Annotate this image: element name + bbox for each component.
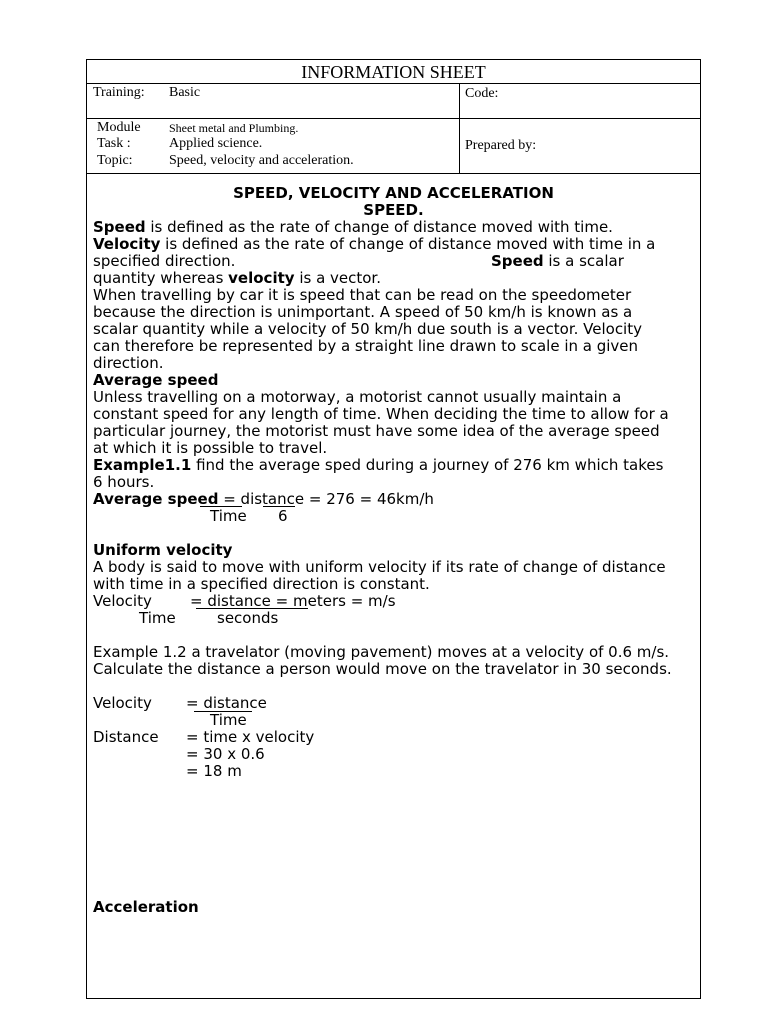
car-para-line: can therefore be represented by a straight line drawn to scale in a given bbox=[93, 337, 639, 355]
average-speed-equation: = distance = 276 = 46km/h bbox=[218, 490, 434, 508]
avg-para-line: at which it is possible to travel. bbox=[93, 439, 328, 457]
header-rule-2 bbox=[86, 118, 701, 119]
task-label: Task : bbox=[97, 136, 131, 151]
velocity-def-text: is defined as the rate of change of distance moved with time in a bbox=[160, 235, 656, 253]
velocity-definition-line2a: specified direction. bbox=[93, 252, 236, 270]
module-label: Module bbox=[97, 120, 141, 135]
vector-text-b: is a vector. bbox=[294, 269, 381, 287]
topic-label: Topic: bbox=[97, 153, 133, 168]
velocity-vector-term: velocity bbox=[228, 269, 295, 287]
topic-value: Speed, velocity and acceleration. bbox=[169, 153, 354, 168]
calc-velocity-label: Velocity bbox=[93, 694, 152, 712]
velocity-formula-numerator: = distance = meters = m/s bbox=[190, 592, 396, 610]
training-value: Basic bbox=[169, 85, 201, 100]
speed-definition bbox=[93, 219, 613, 236]
task-value: Applied science. bbox=[169, 136, 263, 151]
vector-text-a: quantity whereas bbox=[93, 269, 229, 287]
uniform-velocity-heading: Uniform velocity bbox=[93, 541, 233, 559]
module-value: Sheet metal and Plumbing. bbox=[169, 121, 299, 135]
velocity-formula-label: Velocity bbox=[93, 592, 152, 610]
avg-denominator-time: Time bbox=[210, 507, 247, 525]
calc-velocity-denominator: Time bbox=[210, 711, 247, 729]
speed-scalar-text: is a scalar bbox=[543, 252, 624, 270]
car-para-line: scalar quantity while a velocity of 50 km/h due south is a vector. Velocity bbox=[93, 320, 642, 338]
uniform-para-line: with time in a specified direction is constant. bbox=[93, 575, 430, 593]
car-para-line: When travelling by car it is speed that can be read on the speedometer bbox=[93, 286, 632, 304]
velocity-term: Velocity bbox=[93, 235, 161, 253]
acceleration-heading: Acceleration bbox=[93, 898, 199, 916]
sub-heading: SPEED. bbox=[363, 201, 424, 219]
velocity-definition-line2b bbox=[491, 253, 624, 270]
code-label: Code: bbox=[465, 86, 499, 101]
example-1-1-label: Example1.1 bbox=[93, 456, 192, 474]
car-para-line: direction. bbox=[93, 354, 164, 372]
example-1-1-text: find the average sped during a journey of 276 km which takes bbox=[191, 456, 664, 474]
sheet-title: INFORMATION SHEET bbox=[301, 62, 486, 82]
calc-velocity-numerator: = distance bbox=[186, 694, 267, 712]
uniform-para-line: A body is said to move with uniform velocity if its rate of change of distance bbox=[93, 558, 666, 576]
avg-para-line: Unless travelling on a motorway, a motorist cannot usually maintain a bbox=[93, 388, 622, 406]
velocity-formula-den2: seconds bbox=[217, 609, 279, 627]
average-speed-label: Average speed bbox=[93, 490, 219, 508]
car-para-line: because the direction is unimportant. A speed of 50 km/h is known as a bbox=[93, 303, 633, 321]
velocity-definition-line3 bbox=[93, 270, 381, 287]
speed-term: Speed bbox=[93, 218, 146, 236]
prepared-by-label: Prepared by: bbox=[465, 138, 537, 153]
example-1-1-line2: 6 hours. bbox=[93, 473, 155, 491]
velocity-formula-den1: Time bbox=[139, 609, 176, 627]
speed-def-text: is defined as the rate of change of distance moved with time. bbox=[145, 218, 613, 236]
training-label: Training: bbox=[93, 85, 145, 100]
calc-distance-label: Distance bbox=[93, 728, 159, 746]
example-1-1 bbox=[93, 457, 663, 474]
avg-denominator-hours: 6 bbox=[278, 507, 288, 525]
example-1-2-line: Example 1.2 a travelator (moving pavement) moves at a velocity of 0.6 m/s. bbox=[93, 643, 670, 661]
velocity-definition-line1 bbox=[93, 236, 655, 253]
example-1-2-line: Calculate the distance a person would move on the travelator in 30 seconds. bbox=[93, 660, 672, 678]
main-heading: SPEED, VELOCITY AND ACCELERATION bbox=[233, 184, 554, 202]
average-speed-heading: Average speed bbox=[93, 371, 219, 389]
header-rule-3 bbox=[86, 173, 701, 174]
calc-step-3: = 18 m bbox=[186, 762, 242, 780]
avg-para-line: constant speed for any length of time. When deciding the time to allow for a bbox=[93, 405, 669, 423]
calc-step-1: = time x velocity bbox=[186, 728, 315, 746]
calc-step-2: = 30 x 0.6 bbox=[186, 745, 265, 763]
header-divider bbox=[459, 83, 460, 173]
avg-para-line: particular journey, the motorist must have some idea of the average speed bbox=[93, 422, 660, 440]
speed-scalar-term: Speed bbox=[491, 252, 544, 270]
